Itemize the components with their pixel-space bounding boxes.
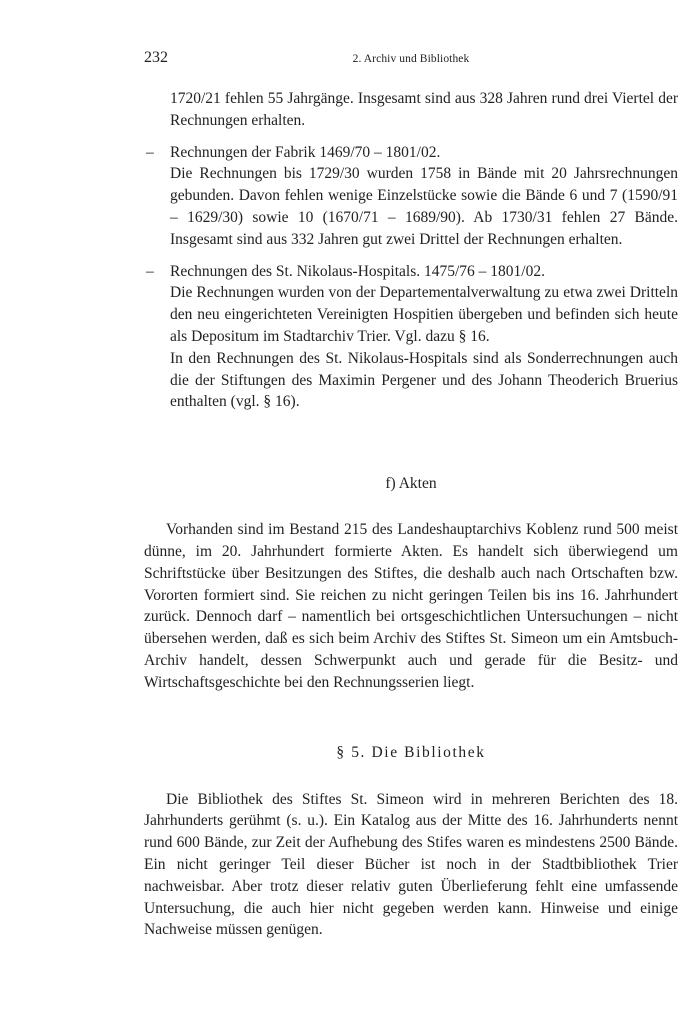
page-number: 232 <box>144 49 168 66</box>
list-dash: – <box>146 262 154 280</box>
continuation-paragraph: 1720/21 fehlen 55 Jahrgänge. Insgesamt sind aus 328 Jahren rund drei Viertel der Rechnungen erhalten. <box>170 90 678 129</box>
list-item-title: Rechnungen des St. Nikolaus-Hospitals. 1475/76 – 1801/02. <box>170 262 545 280</box>
list-item-paragraph: In den Rechnungen des St. Nikolaus-Hospitals sind als Sonderrechnungen auch die der Stiftungen des Maximin Pergener und des Johann Theoderich Bruerius enthalten (vgl. § 16). <box>170 349 678 411</box>
list-dash: – <box>146 143 154 161</box>
section-5-body: Die Bibliothek des Stiftes St. Simeon wird in mehreren Berichten des 18. Jahrhunderts gerühmt (s. u.). Ein Katalog aus der Mitte des 16. Jahrhunderts nennt rund 600 Bände, zur Zeit der Aufhebung des Stifes waren es mindestens 2500 Bände. Ein nicht geringer Teil dieser Bücher ist noch in der Stadtbibliothek Trier nachweisbar. Aber trotz dieser relativ guten Überlieferung fehlt eine umfassende Untersuchung, die auch hier nicht gegeben werden kann. Hinweise und einige Nachweise müssen genügen. <box>144 790 678 939</box>
page-body <box>144 88 678 941</box>
list-item-title: Rechnungen der Fabrik 1469/70 – 1801/02. <box>170 143 441 161</box>
list-item-hospital <box>144 261 678 414</box>
section-5-heading: § 5. Die Bibliothek <box>336 743 486 761</box>
running-head: 2. Archiv und Bibliothek <box>352 53 470 65</box>
list-item-paragraph: Die Rechnungen wurden von der Departementalverwaltung zu etwa zwei Dritteln den neu eingerichteten Vereinigten Hospitien übergeben und befinden sich heute als Depositum im Stadtarchiv Trier. Vgl. dazu § 16. <box>170 284 678 345</box>
section-f-heading: f) Akten <box>385 475 437 493</box>
list-item-fabrik <box>144 142 678 251</box>
section-f-body: Vorhanden sind im Bestand 215 des Landeshauptarchivs Koblenz rund 500 meist dünne, im 20. Jahrhundert formierte Akten. Es handelt sich überwiegend um Schriftstücke über Besitzungen des Stiftes, die deshalb auch nach Ortschaften bzw. Vororten formiert sind. Sie reichen zu nicht geringen Teilen bis ins 16. Jahrhundert zurück. Dennoch darf – namentlich bei ortsgeschichtlichen Untersuchungen – nicht übersehen werden, daß es sich beim Archiv des Stiftes St. Simeon um ein Amtsbuch-Archiv handelt, dessen Schwerpunkt auch und gerade für die Besitz- und Wirtschaftsgeschichte bei den Rechnungsserien liegt. <box>144 521 678 691</box>
list-item-paragraph: Die Rechnungen bis 1729/30 wurden 1758 in Bände mit 20 Jahrsrechnungen gebunden. Davon fehlen wenige Einzelstücke sowie die Bände 6 und 7 (1590/91 – 1629/30) sowie 10 (1670/71 – 1689/90). Ab 1730/31 fehlen 27 Bände. Insgesamt sind aus 332 Jahren gut zwei Drittel der Rechnungen erhalten. <box>170 165 678 248</box>
page-header <box>144 48 678 72</box>
